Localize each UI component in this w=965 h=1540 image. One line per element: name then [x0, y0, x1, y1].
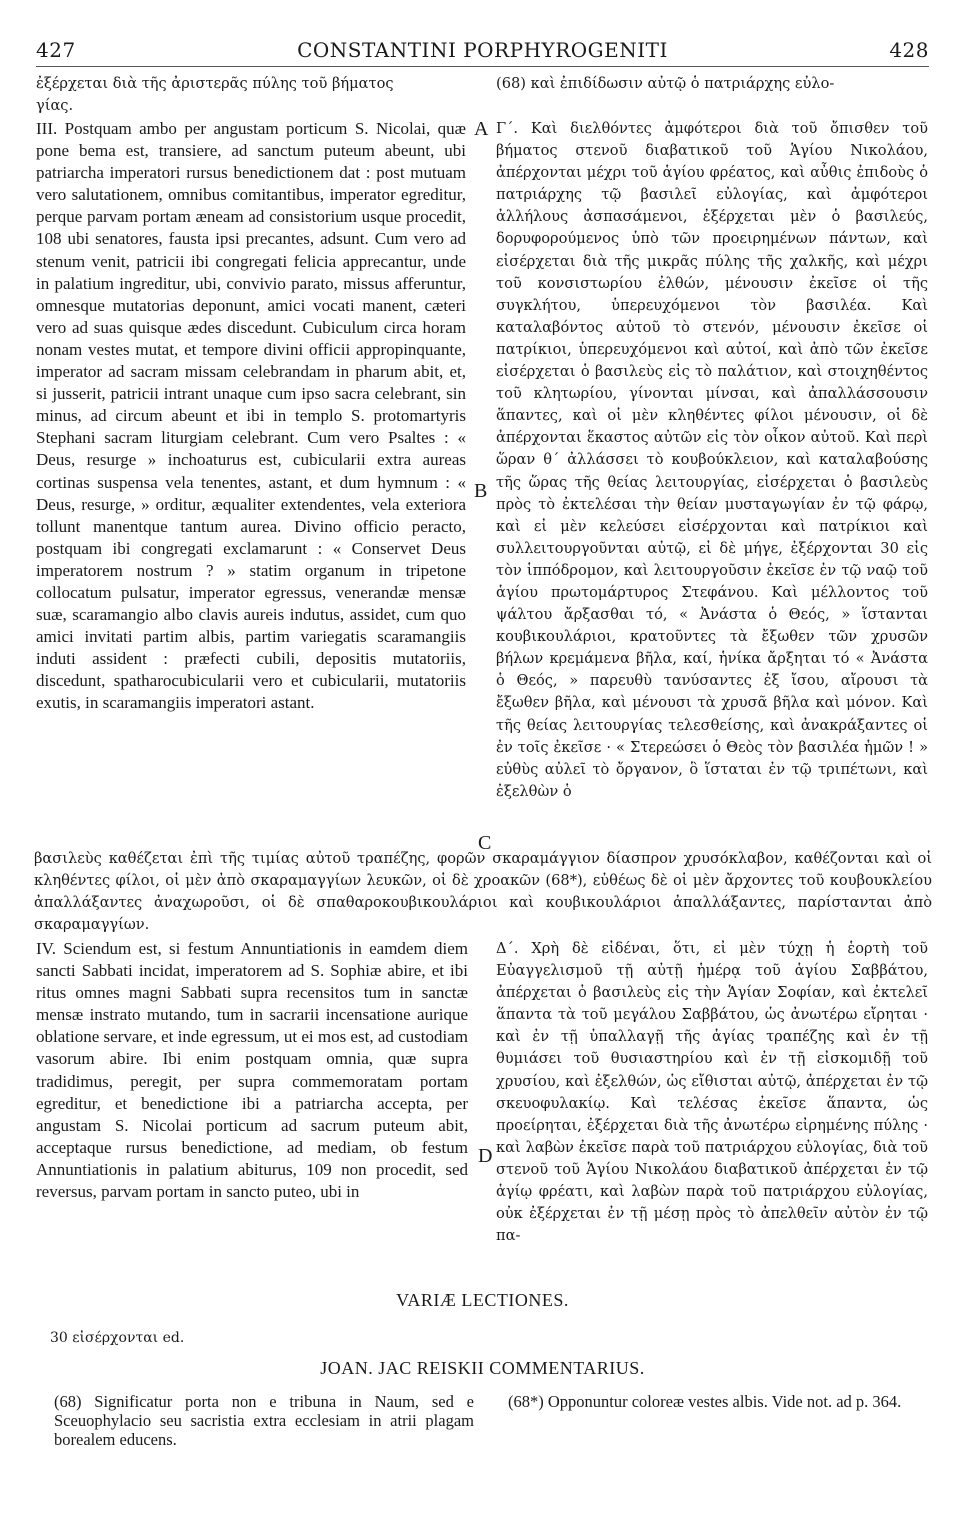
variant-reading: 30 εἰσέρχονται ed. [50, 1330, 185, 1346]
page-header [36, 38, 929, 68]
greek-section-D [496, 938, 928, 1247]
margin-marker-c: C [478, 832, 492, 854]
page-number-right: 428 [889, 38, 929, 62]
margin-marker-b: B [474, 480, 488, 502]
greek-line: (68) καὶ ἐπιδίδωσιν αὐτῷ ὁ πατριάρχης εὐλο- [496, 75, 835, 92]
greek-paragraph: Δ΄. Χρὴ δὲ εἰδέναι, ὅτι, εἰ μὲν τύχῃ ἡ ἑορτὴ τοῦ Εὐαγγελισμοῦ τῇ αὐτῇ ἡμέρᾳ τοῦ ἁγίου Σαββάτου, ἀπέρχεται ὁ βασιλεὺς εἰς τὴν Ἁγίαν Σοφίαν, καὶ ἐκτελεῖ ἅπαντα τὰ τοῦ μεγάλου Σαββάτου, ὡς ἀνωτέρω εἴρηται · καὶ ἐν τῇ ὑπαλλαγῇ τῆς ἁγίας τραπέζης καὶ ἐν τῇ θυμιάσει τοῦ θυσιαστηρίου καὶ ἐν τῇ εἰσκομιδῇ τοῦ χρυσίου, καὶ ἐξελθών, ὡς εἴθισται αὐτῷ, ἀπέρχεται ἐν τῷ σκευοφυλακίῳ. Καὶ τελέσας ἐκεῖσε ἅπαντα, ὡς προείρηται, ἐξέρχεται διὰ τῆς ἀνωτέρω εἰρημένης πύλης · καὶ λαβὼν ἐκεῖσε παρὰ τοῦ πατριάρχου εὐλογίας, διὰ τοῦ στενοῦ τοῦ Ἁγίου Νικολάου διαβατικοῦ ἀπέρχεται ἐν τῷ ἁγίῳ φρέατι, καὶ λαβὼν παρὰ τοῦ πατριάρχου εὐλογίας, οὐκ ἐξέρχεται ἐν τῇ μέσῃ πρὸς τὸ ἀπελθεῖν αὐτὸν ἐν τῷ πα- [496, 940, 928, 1245]
header-rule [36, 66, 929, 67]
greek-paragraph: βασιλεὺς καθέζεται ἐπὶ τῆς τιμίας αὐτοῦ τραπέζης, φορῶν σκαραμάγγιον δίασπρον χρυσόκλαβον, καθέζονται καὶ οἱ κληθέντες φίλοι, οἱ μὲν ἀπὸ σκαραμαγγίων λευκῶν, οἱ δὲ χροακῶν (68*), εὐθέως δὲ οἱ μὲν ἄρχοντες τοῦ κουβουκλείου ἀπαλλάξαντες ἀναχωροῦσι, οἱ δὲ σπαθαροκουβικουλάριοι καὶ κουβικουλάριοι ἀπαλλάξαντες, παρίστανται ἀπὸ σκαραμαγγίων. [34, 850, 932, 933]
latin-paragraph: III. Postquam ambo per angustam porticum S. Nicolai, quæ pone bema est, transiere, ad sanctum puteum abeunt, ubi patriarcha imperatori rursus benedictionem dat : post mutuam vero salutationem, omnibus comitantibus, imperator egreditur, perque parvam portam æneam ad consistorium usque procedit, 108 ubi senatores, fausta ipsi precantes, adsunt. Cum vero ad stenum venit, patricii ibi congregati felicia apprecantur, unde in palatium ingreditur, ubi, convivio parato, missus afferuntur, omnesque mutatorias deponunt, amici vocati manent, cæteri vero ad suas quisque ædes discedunt. Cubiculum circa horam nonam vestes mutat, et tempore divini officii appropinquante, imperator ad sacram missam celebrandam in pharum abit, et, si jusserit, patricii intrant unaque cum ipso sacra celebrant, sin minus, ad circum abeunt et ibi in templo S. protomartyris Stephani sacram liturgiam celebrant. Cum vero Psaltes : « Deus, resurge » inchoaturus est, cubicularii extra aureas cortinas suspensa vela tenentes, astant, et dum hymnum : « Deus, resurge, » orditur, æqualiter extendentes, vela exteriora tollunt manentque tantum aurea. Divino officio peracto, postquam ibi congregati exclamarunt : « Conservet Deus imperatorem nostrum ? » statim organum in tripetone collocatum pulsatur, imperator egressus, venerandæ mensæ suæ, scaramangio albo clavis aureis indutus, assidet, cum quo amici invitati partim albis, partim variegatis scaramangiis induti assident : præfecti cubili, depositis mutatoriis, discedunt, spatharocubicularii vero et cubicularii, mutatoriis exutis, in scaramangiis imperatori astant. [36, 119, 466, 713]
commentary-note-68-star: (68*) Opponuntur coloreæ vestes albis. Vide not. ad p. 364. [508, 1392, 902, 1411]
commentary-note-68: (68) Significatur porta non e tribuna in Naum, sed e Sceuophylacio seu sacristia extra ecclesiam in atrii plagam borealem educens. [54, 1392, 474, 1449]
margin-marker-a: A [474, 118, 489, 140]
commentary-title: JOAN. JAC REISKII COMMENTARIUS. [320, 1358, 645, 1378]
running-title: CONSTANTINI PORPHYROGENITI [297, 38, 668, 62]
latin-section-III [36, 118, 466, 715]
margin-marker-d: D [478, 1145, 493, 1167]
latin-paragraph: IV. Sciendum est, si festum Annuntiationis in eamdem diem sancti Sabbati incidat, imperatorem ad S. Sophiæ abire, et ibi ritus omnes magni Sabbati supra recensitos tum in sanctæ mensæ instrato mutando, tum in sacrarii incensatione aurique oblatione servare, et inde egressum, ut ei mos est, ad custodiam vasorum abire. Ibi enim postquam omnia, quæ supra tradidimus, peregit, per supra commemoratam portam egreditur, et benedictione ibi a patriarcha accepta, per angustam S. Nicolai porticum ad sacrum puteum abit, acceptaque rursus benedictione, ad mediam, ob festum Annuntiationis in palatium abiturus, 109 non procedit, sed reversus, parvam portam in sancto puteo, ubi in [36, 939, 468, 1202]
greek-continuation-left [36, 73, 466, 117]
latin-section-IV [36, 938, 468, 1203]
greek-line: ἐξέρχεται διὰ τῆς ἀριστερᾶς πύλης τοῦ βήματος [36, 75, 394, 92]
variae-lectiones-title: VARIÆ LECTIONES. [396, 1290, 569, 1310]
greek-paragraph: Γ΄. Καὶ διελθόντες ἀμφότεροι διὰ τοῦ ὄπισθεν τοῦ βήματος στενοῦ διαβατικοῦ τοῦ Ἁγίου Νικολάου, ἀπέρχονται μέχρι τοῦ ἁγίου φρέατος, καὶ αὖθις ἐπιδοὺς ὁ πατριάρχης τῷ βασιλεῖ εὐλογίας, καὶ ἀμφότεροι ἀλλήλους ἀσπασάμενοι, ἐξέρχεται μὲν ὁ βασιλεύς, δορυφορούμενος ὑπὸ τῶν προειρημένων πάντων, καὶ εἰσέρχεται διὰ τῆς μικρᾶς πύλης τῆς χαλκῆς, καὶ μέχρι τοῦ κονσιστωρίου ἐλθών, μένουσιν ἐκεῖσε οἱ τῆς συγκλήτου, ὑπερευχόμενοι τὸν βασιλέα. Καὶ καταλαβόντος αὐτοῦ τὸ στενόν, μένουσιν ἐκεῖσε οἱ πατρίκιοι, ὑπερευχόμενοι καὶ αὐτοί, καὶ ἀπὸ τῶν ἐκεῖσε εἰσέρχεται ὁ βασιλεὺς εἰς τὸ παλάτιον, καὶ στοιχηθέντος τοῦ κλητωρίου, γίνονται μίνσαι, καὶ ἀπαλλάσσουσιν ἅπαντες, καὶ οἱ μὲν κληθέντες φίλοι μένουσιν, οἱ δὲ ἀπέρχονται ἕκαστος αὐτῶν εἰς τὸν οἶκον αὐτοῦ. Καὶ περὶ ὥραν θ΄ ἀλλάσσει τὸ κουβούκλειον, καὶ καταλαβούσης τῆς ὥρας τῆς θείας λειτουργίας, εἰσέρχεται ὁ βασιλεὺς πρὸς τὸ ἐκτελέσαι τὴν θείαν μυσταγωγίαν ἐν τῷ φάρῳ, καὶ εἰ μὲν κελεύσει εἰσέρχονται καὶ πατρίκιοι καὶ συλλειτουργοῦνται αὐτῷ, εἰ δὲ μήγε, ἐξέρχονται 30 εἰς τὸν ἱππόδρομον, καὶ λειτουργοῦσιν ἐκεῖσε ἐν τῷ ναῷ τοῦ ἁγίου πρωτομάρτυρος Στεφάνου. Καὶ μέλλοντος τοῦ ψάλτου ἄρξασθαι τό, « Ἀνάστα ὁ Θεός, » ἵστανται κουβικουλάριοι, κρατοῦντες τὰ ἔξωθεν τῶν χρυσῶν βήλων κρεμάμενα βῆλα, καί, ἡνίκα ἄρξηται τό « Ἀνάστα ὁ Θεός, » παρευθὺ τανύσαντες ἐξ ἴσου, αἴρουσι τὰ ἔξωθεν βῆλα, καὶ μένουσι τὰ χρυσᾶ βῆλα καὶ μόνον. Καὶ τῆς θείας λειτουργίας τελεσθείσης, καὶ ἀνακράξαντες οἱ ἐν τοῖς ἐκεῖσε · « Στερεώσει ὁ Θεὸς τὸν βασιλέα ἡμῶν ! » εὐθὺς αὐλεῖ τὸ ὄργανον, ὃ ἵσταται ἐν τῷ τριπέτωνι, καὶ ἐξελθὼν ὁ [496, 120, 928, 800]
greek-section-G [496, 118, 928, 803]
greek-line: γίας. [36, 97, 74, 115]
page-number-left: 427 [36, 38, 76, 62]
greek-full-width [34, 848, 932, 936]
greek-continuation-right [496, 73, 926, 95]
